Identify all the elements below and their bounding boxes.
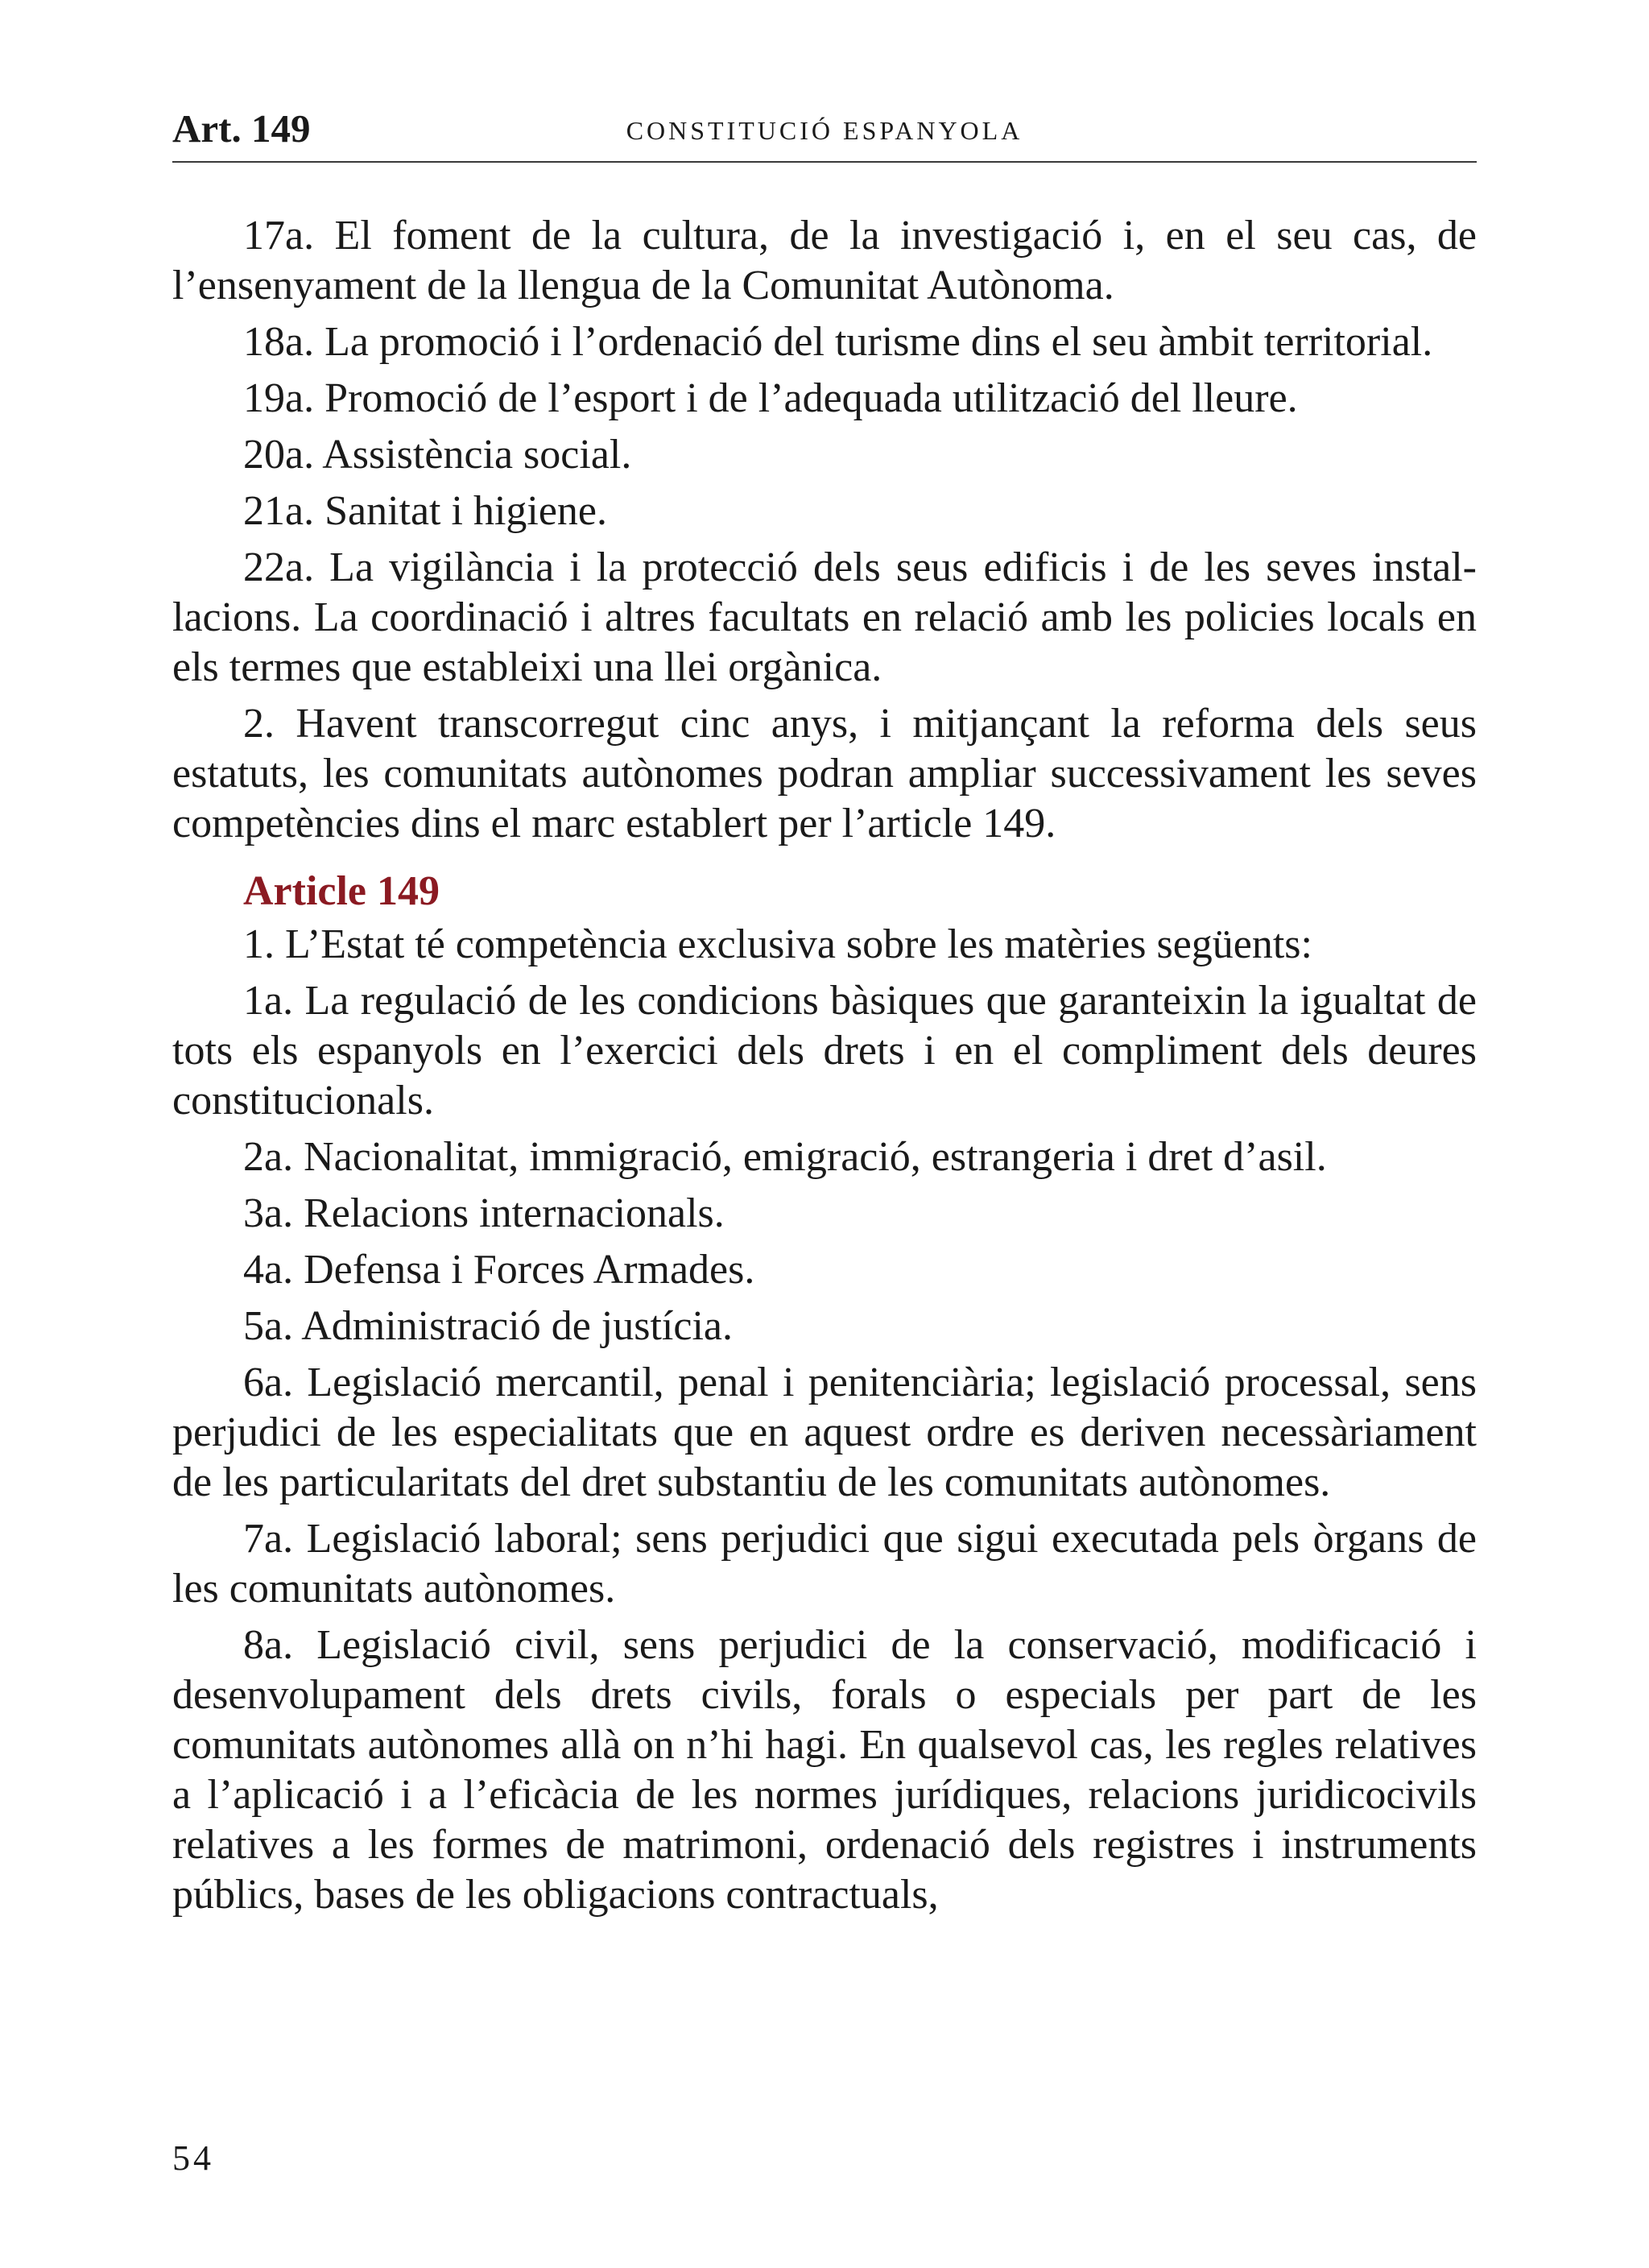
paragraph-21a: 21a. Sanitat i higiene. xyxy=(243,488,608,534)
paragraph-17a: 17a. El foment de la cultura, de la investigació i, en el seu cas, de l’ensenyament de la llengua de la Comunitat Autònoma. xyxy=(172,213,1477,308)
paragraph-4a: 4a. Defensa i Forces Armades. xyxy=(243,1247,755,1293)
paragraph-7a: 7a. Legislació laboral; sens perjudici que sigui executada pels òrgans de les comunitats autònomes. xyxy=(172,1516,1477,1612)
page-body xyxy=(172,211,1477,1927)
page-number: 54 xyxy=(172,2138,214,2178)
paragraph-8a: 8a. Legislació civil, sens perjudici de la conservació, modificació i desenvolupament dels drets civils, forals o especials per part de les comunitats autònomes allà on n’hi hagi. En qualsevol cas, les regles relatives a l’aplicació i a l’eficàcia de les normes jurídiques, relacions juridicocivils relatives a les formes de matrimoni, ordenació dels registres i instruments públics, bases de les obligacions contractuals, xyxy=(172,1622,1477,1918)
article-heading: Article 149 xyxy=(243,868,440,914)
paragraph-20a: 20a. Assistència social. xyxy=(243,432,632,478)
header-rule xyxy=(172,161,1477,163)
paragraph-2a: 2a. Nacionalitat, immigració, emigració, estrangeria i dret d’asil. xyxy=(243,1134,1327,1180)
paragraph-22a: 22a. La vigilància i la protecció dels seus edificis i de les seves installacions. La coordinació i altres facultats en relació amb les policies locals en els termes que estableixi una llei orgànica. xyxy=(172,544,1477,690)
paragraph-6a: 6a. Legislació mercantil, penal i penitenciària; legislació processal, sens perjudici de les especialitats que en aquest ordre es deriven necessàriament de les particularitats del dret substantiu de les comunitats autònomes. xyxy=(172,1360,1477,1505)
paragraph-18a: 18a. La promoció i l’ordenació del turisme dins el seu àmbit territorial. xyxy=(243,319,1433,365)
paragraph-5a: 5a. Administració de justícia. xyxy=(243,1303,733,1349)
running-header xyxy=(172,105,1477,163)
header-running-title: CONSTITUCIÓ ESPANYOLA xyxy=(626,116,1023,145)
paragraph-19a: 19a. Promoció de l’esport i de l’adequada utilització del lleure. xyxy=(243,375,1298,421)
paragraph-1: 1. L’Estat té competència exclusiva sobre les matèries següents: xyxy=(243,921,1312,967)
paragraph-3a: 3a. Relacions internacionals. xyxy=(243,1190,725,1236)
paragraph-2: 2. Havent transcorregut cinc anys, i mitjançant la reforma dels seus estatuts, les comunitats autònomes podran ampliar successivament les seves competències dins el marc establert per l’article 149. xyxy=(172,701,1477,846)
paragraph-1a: 1a. La regulació de les condicions bàsiques que garanteixin la igualtat de tots els espanyols en l’exercici dels drets i en el compliment dels deures constitucionals. xyxy=(172,978,1477,1124)
header-article-ref: Art. 149 xyxy=(172,106,311,151)
